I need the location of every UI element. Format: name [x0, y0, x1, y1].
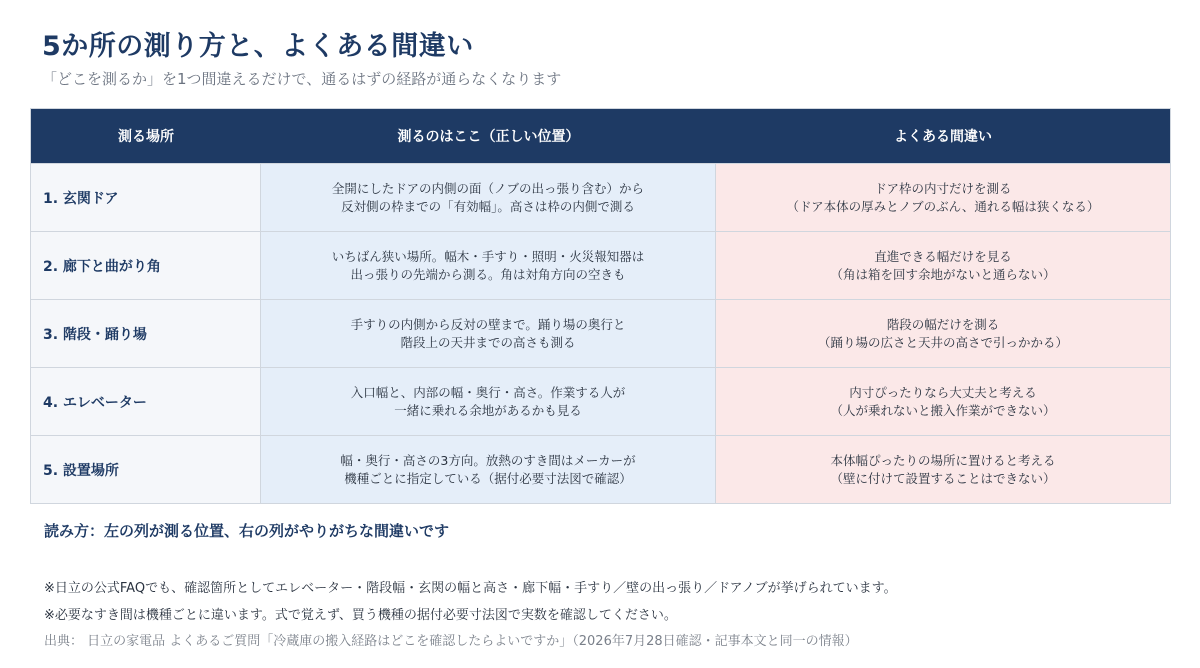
place-cell: 2. 廊下と曲がり角: [31, 232, 261, 299]
table-row: [31, 435, 1170, 503]
correct-line: 幅・奥行・高さの3方向。放熱のすき間はメーカーが: [340, 452, 636, 468]
table-header: [31, 109, 1170, 163]
correct-line: 反対側の枠までの「有効幅」。高さは枠の内側で測る: [341, 198, 635, 214]
table-row: [31, 367, 1170, 435]
mistake-cell: [716, 368, 1170, 435]
place-cell: 1. 玄関ドア: [31, 164, 261, 231]
page-title: 5か所の測り方と、よくある間違い: [42, 31, 474, 62]
mistake-line: （人が乗れないと搬入作業ができない）: [830, 402, 1056, 418]
correct-line: 機種ごとに指定している（据付必要寸法図で確認）: [344, 470, 632, 486]
correct-line: 全開にしたドアの内側の面（ノブの出っ張り含む）から: [331, 180, 645, 196]
correct-line: 出っ張りの先端から測る。角は対角方向の空きも: [350, 266, 626, 282]
correct-cell: [261, 368, 716, 435]
mistake-line: 階段の幅だけを測る: [886, 316, 1000, 332]
mistake-line: （壁に付けて設置することはできない）: [830, 470, 1056, 486]
header-place: 測る場所: [118, 129, 174, 145]
measurement-table: [30, 108, 1171, 504]
source-citation: 出典： 日立の家電品 よくあるご質問「冷蔵庫の搬入経路はどこを確認したらよいですか」（2026年7月28日確認・記事本文と同一の情報）: [44, 634, 858, 649]
mistake-line: 直進できる幅だけを見る: [874, 248, 1012, 264]
place-cell: 3. 階段・踊り場: [31, 300, 261, 367]
note-clearance: ※必要なすき間は機種ごとに違います。式で覚えず、買う機種の据付必要寸法図で実数を確認してください。: [44, 608, 677, 623]
mistake-line: （ドア本体の厚みとノブのぶん、通れる幅は狭くなる）: [786, 198, 1100, 214]
table-row: [31, 163, 1170, 231]
correct-cell: [261, 300, 716, 367]
correct-line: 階段上の天井までの高さも測る: [400, 334, 576, 350]
mistake-cell: [716, 232, 1170, 299]
correct-cell: [261, 164, 716, 231]
header-correct-position: 測るのはここ（正しい位置）: [397, 129, 580, 145]
mistake-cell: [716, 300, 1170, 367]
table-row: [31, 231, 1170, 299]
mistake-line: （角は箱を回す余地がないと通らない）: [830, 266, 1056, 282]
correct-line: 入口幅と、内部の幅・奥行・高さ。作業する人が: [350, 384, 626, 400]
mistake-line: （踊り場の広さと天井の高さで引っかかる）: [817, 334, 1068, 350]
page-subtitle: 「どこを測るか」を1つ間違えるだけで、通るはずの経路が通らなくなります: [42, 70, 562, 88]
mistake-cell: [716, 436, 1170, 503]
reading-guide: 読み方：左の列が測る位置、右の列がやりがちな間違いです: [44, 522, 450, 540]
correct-cell: [261, 232, 716, 299]
place-cell: 4. エレベーター: [31, 368, 261, 435]
table-row: [31, 299, 1170, 367]
correct-line: 一緒に乗れる余地があるかも見る: [394, 402, 582, 418]
correct-line: いちばん狭い場所。幅木・手すり・照明・火災報知器は: [331, 248, 645, 264]
header-common-mistake: よくある間違い: [894, 129, 992, 145]
correct-line: 手すりの内側から反対の壁まで。踊り場の奥行と: [350, 316, 626, 332]
mistake-cell: [716, 164, 1170, 231]
mistake-line: 本体幅ぴったりの場所に置けると考える: [830, 452, 1056, 468]
correct-cell: [261, 436, 716, 503]
place-cell: 5. 設置場所: [31, 436, 261, 503]
mistake-line: 内寸ぴったりなら大丈夫と考える: [849, 384, 1037, 400]
note-official-faq: ※日立の公式FAQでも、確認箇所としてエレベーター・階段幅・玄関の幅と高さ・廊下幅・手すり／壁の出っ張り／ドアノブが挙げられています。: [44, 581, 897, 596]
mistake-line: ドア枠の内寸だけを測る: [874, 180, 1012, 196]
